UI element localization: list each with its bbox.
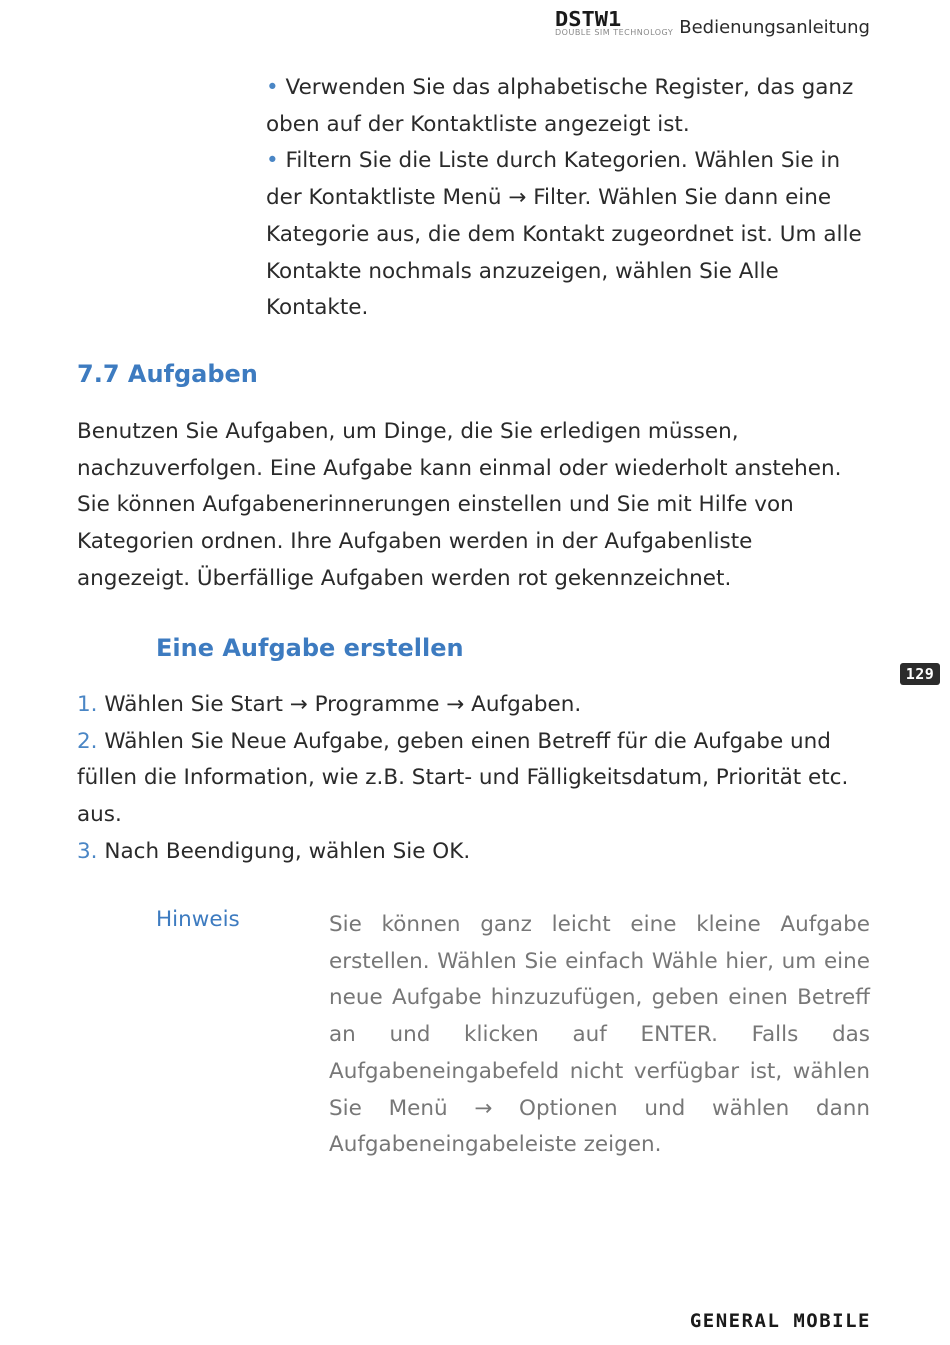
page-number-badge: 129: [900, 663, 940, 685]
header-title: Bedienungsanleitung: [679, 17, 870, 38]
step-text: Nach Beendigung, wählen Sie OK.: [104, 838, 471, 864]
step-item: [77, 724, 877, 834]
logo-subtitle: DOUBLE SIM TECHNOLOGY: [555, 28, 674, 37]
bullet-icon: •: [266, 148, 279, 174]
bullet-text: Verwenden Sie das alphabetische Register, das ganz oben auf der Kontaktliste angezeigt ist.: [266, 75, 854, 137]
bullet-item: [266, 143, 866, 327]
note-label: Hinweis: [156, 907, 240, 932]
brand-logo: [555, 7, 674, 38]
page-header: [555, 7, 870, 38]
bullet-item: [266, 70, 866, 143]
section-paragraph: Benutzen Sie Aufgaben, um Dinge, die Sie erledigen müssen, nachzuverfolgen. Eine Aufgabe kann einmal oder wiederholt anstehen. Sie können Aufgabenerinnerungen einstellen und Sie mit Hilfe von Kategorien ordnen. Ihre Aufgaben werden in der Aufgabenliste angezeigt. Überfällige Aufgaben werden rot gekennzeichnet.: [77, 419, 842, 591]
logo-text: DSTW1: [555, 7, 622, 31]
step-number: 2.: [77, 728, 98, 754]
subsection-heading: Eine Aufgabe erstellen: [156, 634, 464, 662]
step-number: 1.: [77, 692, 98, 717]
steps-list: [77, 687, 877, 871]
note-text: Sie können ganz leicht eine kleine Aufgabe erstellen. Wählen Sie einfach Wähle hier, um eine neue Aufgabe hinzuzufügen, geben einen Betreff an und klicken auf ENTER. Falls das Aufgabeneingabefeld nicht verfügbar ist, wählen Sie Menü → Optionen und wählen dann Aufgabeneingabeleiste zeigen.: [329, 912, 870, 1158]
bullet-list: [266, 70, 866, 327]
step-text: Wählen Sie Start → Programme → Aufgaben.: [104, 692, 582, 717]
footer-brand-logo: GENERAL MOBILE: [689, 1310, 871, 1332]
step-item: [77, 687, 877, 724]
step-number: 3.: [77, 838, 98, 864]
step-text: Wählen Sie Neue Aufgabe, geben einen Betreff für die Aufgabe und füllen die Information, wie z.B. Start- und Fälligkeitsdatum, Priorität etc. aus.: [77, 728, 849, 828]
section-heading: 7.7 Aufgaben: [77, 360, 258, 388]
bullet-text: Filtern Sie die Liste durch Kategorien. Wählen Sie in der Kontaktliste Menü → Filter. Wählen Sie dann eine Kategorie aus, die dem Kontakt zugeordnet ist. Um alle Kontakte nochmals anzuzeigen, wählen Sie Alle Kontakte.: [266, 148, 862, 321]
step-item: [77, 834, 877, 871]
bullet-icon: •: [266, 75, 279, 100]
